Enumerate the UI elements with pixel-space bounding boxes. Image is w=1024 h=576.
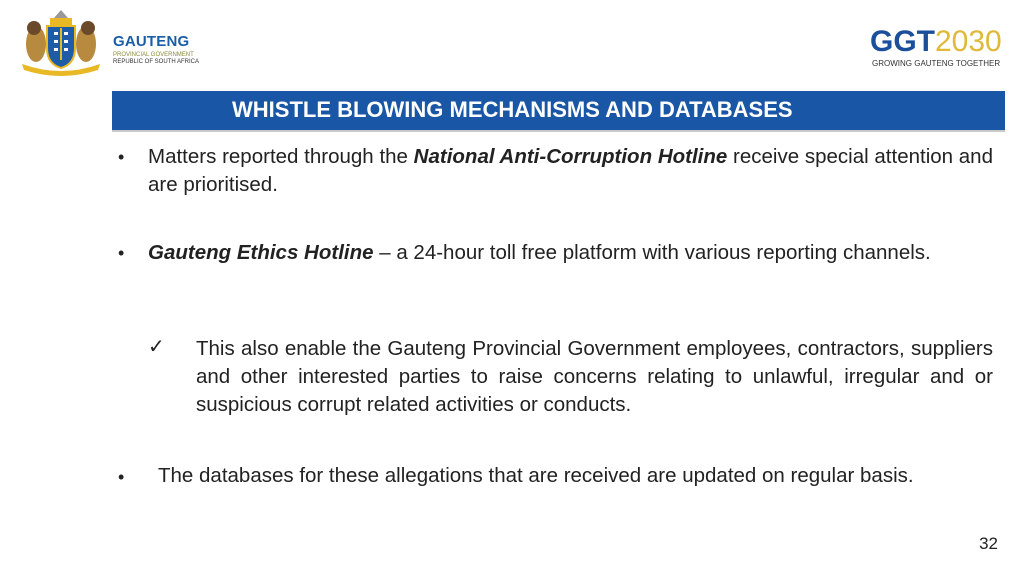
ggt-logo-part: GGT — [870, 25, 935, 58]
sub-bullet-employees: This also enable the Gauteng Provincial Government employees, contractors, suppliers and other interested parties to raise concerns relating to unlawful, irregular and or suspicious corrupt related activities or conducts. — [196, 337, 993, 416]
bullet-icon: • — [118, 147, 125, 167]
bullet-databases: The databases for these allegations that are received are updated on regular basis. — [158, 464, 914, 487]
text: Matters reported through the — [148, 145, 414, 168]
text: – a 24-hour toll free platform with various reporting channels. — [373, 241, 931, 264]
ggt2030-logo — [870, 26, 1002, 58]
bullet-icon: • — [118, 243, 125, 263]
ggt2030-tagline: GROWING GAUTENG TOGETHER — [872, 59, 1001, 68]
checkmark-icon: ✓ — [148, 336, 165, 358]
bullet-ethics-hotline — [148, 239, 993, 267]
bullet-national-hotline — [148, 143, 993, 199]
bullet-icon: • — [118, 467, 125, 487]
gauteng-logo-title: GAUTENG — [113, 33, 190, 50]
gauteng-logo-subtitle: PROVINCIAL GOVERNMENT — [113, 52, 194, 58]
coat-of-arms-logo — [16, 8, 106, 76]
gauteng-logo-country: REPUBLIC OF SOUTH AFRICA — [113, 59, 200, 65]
slide-title: WHISTLE BLOWING MECHANISMS AND DATABASES — [232, 97, 793, 122]
page-number: 32 — [979, 534, 998, 553]
ggt-logo-year: 2030 — [935, 25, 1002, 58]
emphasis: Gauteng Ethics Hotline — [148, 241, 374, 264]
text: receive special attention and are prioritised. — [148, 145, 993, 196]
emphasis: National Anti-Corruption Hotline — [413, 145, 728, 168]
